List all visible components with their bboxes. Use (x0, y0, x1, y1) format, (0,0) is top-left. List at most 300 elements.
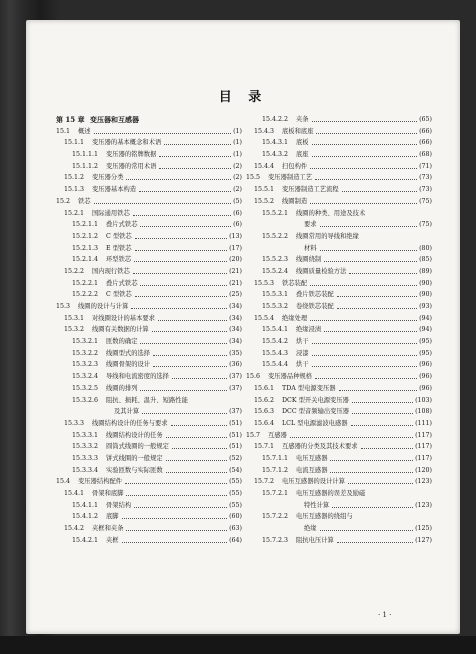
toc-entry-number: 15.5.2 (254, 197, 275, 205)
toc-entry (246, 243, 432, 255)
toc-dot-leader (316, 126, 417, 138)
toc-entry (56, 359, 242, 371)
toc-entry (56, 348, 242, 360)
toc-entry-number: 15.3.3.2 (72, 443, 99, 451)
toc-entry-page: (5) (233, 197, 242, 205)
toc-entry (246, 254, 432, 266)
toc-entry-title: 变压器的常用术语 (106, 162, 157, 170)
toc-entry (56, 184, 242, 196)
toc-entry-title: 铁芯装配 (282, 279, 308, 287)
toc-entry-page: (37) (229, 408, 242, 416)
toc-entry (246, 395, 432, 407)
toc-entry (56, 371, 242, 383)
toc-entry (56, 511, 242, 523)
toc-entry-title: 国内现行铁芯 (92, 267, 130, 275)
toc-entry (246, 301, 432, 313)
toc-entry (246, 465, 432, 477)
toc-entry (56, 465, 242, 477)
toc-entry (56, 313, 242, 325)
toc-entry (246, 114, 432, 126)
toc-entry (246, 488, 432, 500)
toc-entry-number: 15.4 (56, 478, 71, 486)
toc-entry-title: 匝数的确定 (106, 338, 138, 346)
toc-entry-title: 变压器制造工艺 (268, 174, 313, 182)
toc-entry-title: 互感器的分类及其技术要求 (282, 443, 358, 451)
toc-entry-page: (34) (229, 314, 242, 322)
toc-entry-number: 15.5.2.3 (262, 256, 289, 264)
toc-entry (56, 243, 242, 255)
toc-entry (56, 383, 242, 395)
toc-entry-page: (35) (229, 349, 242, 357)
toc-entry-title: 变压器品种规格 (268, 373, 313, 381)
toc-entry-title: 线圈制造 (282, 197, 308, 205)
toc-entry-number: 15.1.2 (64, 174, 85, 182)
toc-entry-title: 电压互感器的设计计算 (282, 478, 345, 486)
toc-dot-leader (139, 184, 231, 196)
toc-entry-page: (17) (229, 244, 242, 252)
toc-entry-title: 骨架和底脚 (92, 490, 124, 497)
toc-entry-page: (73) (419, 186, 432, 194)
toc-entry (246, 418, 432, 430)
toc-dot-leader (352, 406, 413, 418)
toc-dot-leader (153, 359, 227, 371)
toc-entry (56, 406, 242, 418)
toc-entry (246, 336, 432, 348)
toc-entry-page: (55) (229, 501, 242, 509)
toc-entry (56, 324, 242, 336)
toc-entry (246, 383, 432, 395)
toc-entry-number: 15.5.4 (254, 314, 275, 322)
toc-entry-number: 15.5.4.2 (262, 338, 289, 346)
toc-entry-number: 15.1.3 (64, 186, 85, 194)
toc-entry-page: (93) (419, 303, 432, 310)
toc-entry-page: (2) (233, 162, 242, 170)
toc-entry (56, 453, 242, 465)
scanner-bottom-edge (0, 636, 476, 654)
page-title: 目 录 (218, 90, 268, 105)
toc-dot-leader (330, 465, 413, 477)
toc-entry (246, 208, 432, 220)
toc-entry (56, 172, 242, 184)
toc-entry-title: 要求 (304, 221, 317, 229)
toc-entry-number: 15.4.1.1 (72, 501, 99, 509)
toc-entry-number: 15.3.2.4 (72, 373, 99, 381)
toc-entry-title: 底板 (296, 139, 309, 147)
toc-dot-leader (152, 324, 227, 336)
toc-entry-title: 线圈的种类、用途及技术 (296, 209, 366, 217)
toc-dot-leader (348, 476, 413, 488)
toc-entry (56, 219, 242, 231)
toc-entry-title: 底脚 (106, 513, 119, 521)
toc-entry-title: 变压器基本构造 (92, 186, 137, 194)
toc-entry-page: (25) (229, 291, 242, 299)
toc-entry-number: 15.3.2.2 (72, 349, 99, 357)
toc-entry-page: (6) (233, 209, 242, 217)
toc-entry (246, 149, 432, 161)
toc-entry-number: 15.3.2 (64, 326, 85, 334)
toc-entry-title: 电压互感器的误差及励磁 (296, 490, 366, 497)
toc-entry-title: 实验匝数与实际匝数 (106, 466, 163, 474)
toc-dot-leader (315, 172, 417, 184)
toc-entry-page: (6) (233, 221, 242, 229)
toc-entry (56, 476, 242, 488)
toc-entry-page: (96) (419, 361, 432, 369)
toc-entry (246, 476, 432, 488)
toc-entry-number: 第 15 章 (56, 115, 85, 124)
toc-entry-number: 15.3.3.3 (72, 454, 99, 462)
toc-entry (246, 523, 432, 535)
toc-dot-leader (315, 371, 417, 383)
toc-entry-title: 变压器的铭牌数据 (106, 151, 157, 159)
toc-entry-title: 变压器和互感器 (90, 115, 139, 124)
toc-entry (56, 126, 242, 138)
toc-entry-number: 15.4.2.2 (262, 116, 289, 123)
toc-entry-title: 变压器的基本概念和术语 (92, 139, 162, 147)
toc-dot-leader (310, 196, 417, 208)
toc-entry-title: 线圈骨架的设计 (106, 361, 151, 369)
toc-entry-number: 15.2.2.1 (72, 279, 99, 287)
toc-entry-number: 15.3.2.1 (72, 338, 99, 346)
toc-dot-leader (172, 441, 227, 453)
toc-dot-leader (133, 266, 227, 278)
toc-dot-leader (351, 418, 414, 430)
toc-entry (246, 278, 432, 290)
toc-dot-leader (164, 137, 231, 149)
toc-entry (246, 231, 432, 243)
toc-dot-leader (312, 149, 417, 161)
toc-entry (246, 441, 432, 453)
toc-dot-leader (140, 219, 231, 231)
toc-entry-number: 15.5.2.4 (262, 267, 289, 275)
toc-entry (56, 535, 242, 547)
toc-dot-leader (349, 266, 417, 278)
toc-entry-page: (123) (415, 501, 432, 509)
toc-entry (56, 266, 242, 278)
toc-entry (56, 301, 242, 313)
toc-entry-number: 15.7.1.1 (262, 454, 289, 462)
toc-entry (56, 336, 242, 348)
toc-entry-number: 15.4.1.2 (72, 513, 99, 521)
toc-entry-number: 15.7.1 (254, 443, 275, 451)
toc-entry-page: (85) (419, 256, 432, 264)
toc-entry-title: 卷绕铁芯装配 (296, 303, 334, 310)
toc-entry-number: 15.5.2.2 (262, 232, 289, 240)
toc-entry-title: 线圈质量检验方法 (296, 267, 347, 275)
toc-entry-page: (90) (419, 291, 432, 299)
toc-entry-title: 对线圈设计的基本要求 (92, 314, 155, 322)
toc-entry-page: (1) (233, 127, 242, 135)
toc-entry (56, 137, 242, 149)
toc-entry-title: 阻抗电压计算 (296, 536, 334, 544)
toc-entry-title: 线圈的排列 (106, 384, 138, 392)
toc-entry-page: (52) (229, 454, 242, 462)
toc-entry-title: 扫包构件 (282, 162, 308, 170)
toc-entry-page: (90) (419, 279, 432, 287)
toc-entry-title: 骨架结构 (106, 501, 132, 509)
toc-entry-title: 绝缘 (304, 525, 317, 533)
toc-entry-title: 变压器结构配件 (78, 478, 123, 486)
toc-entry-title: 变压器分类 (92, 174, 124, 182)
toc-dot-leader (158, 313, 227, 325)
toc-entry-number: 15.5.4.3 (262, 349, 289, 357)
toc-dot-leader (131, 301, 227, 313)
toc-entry-page: (108) (415, 408, 432, 416)
toc-entry-page: (51) (229, 431, 242, 439)
toc-entry-page: (75) (419, 197, 432, 205)
toc-dot-leader (312, 348, 417, 360)
toc-entry (246, 196, 432, 208)
toc-entry-title: 夹框和夹条 (92, 525, 124, 533)
toc-dot-leader (320, 219, 417, 231)
toc-dot-leader (324, 254, 417, 266)
toc-entry-page: (96) (419, 373, 432, 381)
toc-dot-leader (126, 523, 227, 535)
toc-dot-leader (330, 453, 413, 465)
toc-entry-number: 15.6.4 (254, 419, 275, 427)
toc-entry-number: 15.7.2.2 (262, 513, 289, 521)
toc-entry-page: (34) (229, 303, 242, 310)
toc-entry-title: 环型铁芯 (106, 256, 132, 264)
toc-entry-page: (117) (415, 443, 432, 451)
toc-entry (246, 266, 432, 278)
toc-entry (56, 488, 242, 500)
toc-entry-number: 15.5.4.4 (262, 361, 289, 369)
toc-entry (56, 231, 242, 243)
toc-dot-leader (166, 430, 227, 442)
toc-entry-page: (55) (229, 490, 242, 497)
toc-entry (56, 418, 242, 430)
toc-entry-title: 阻抗、损耗、温升、短路性能 (106, 396, 188, 404)
toc-entry-page: (63) (229, 525, 242, 533)
toc-entry-title: E 型铁芯 (106, 244, 132, 252)
toc-entry-page: (54) (229, 466, 242, 474)
toc-dot-leader (140, 383, 227, 395)
toc-entry-title: 国际通用铁芯 (92, 209, 130, 217)
toc-dot-leader (133, 208, 231, 220)
toc-entry-page: (120) (415, 466, 432, 474)
toc-dot-leader (312, 114, 417, 126)
toc-entry-page: (34) (229, 326, 242, 334)
toc-entry-title: 烘干 (296, 361, 309, 369)
toc-entry-title: 线圈的设计与计算 (78, 303, 129, 310)
toc-entry-page: (123) (415, 478, 432, 486)
toc-entry-number: 15.5.3 (254, 279, 275, 287)
toc-entry-page: (66) (419, 139, 432, 147)
toc-entry (56, 523, 242, 535)
toc-entry-page: (103) (415, 396, 432, 404)
toc-entry-number: 15.2.2 (64, 267, 85, 275)
toc-dot-leader (172, 371, 227, 383)
toc-entry-page: (51) (229, 419, 242, 427)
toc-entry-page: (55) (229, 478, 242, 486)
toc-entry-page: (65) (419, 116, 432, 123)
toc-entry-number: 15.7 (246, 431, 261, 439)
toc-dot-leader (339, 383, 417, 395)
toc-dot-leader (352, 395, 413, 407)
toc-dot-leader (166, 453, 227, 465)
toc-entry-title: DCK 型开关电源变压器 (282, 396, 349, 404)
toc-entry-title: 绝缘处理 (282, 314, 308, 322)
toc-entry-page: (21) (229, 279, 242, 287)
toc-dot-leader (312, 137, 417, 149)
toc-entry (56, 278, 242, 290)
toc-entry-page: (80) (419, 244, 432, 252)
toc-entry-number: 15.3.1 (64, 314, 85, 322)
toc-dot-leader (135, 243, 228, 255)
toc-entry-page: (2) (233, 186, 242, 194)
toc-entry (246, 359, 432, 371)
toc-dot-leader (159, 149, 231, 161)
toc-entry (246, 511, 432, 523)
toc-entry-title: 电压互感器 (296, 454, 328, 462)
toc-entry-number: 15.5.3.2 (262, 303, 289, 310)
toc-entry-title: 烘干 (296, 338, 309, 346)
toc-entry-number: 15.7.2 (254, 478, 275, 486)
toc-entry-number: 15.4.2 (64, 525, 85, 533)
toc-entry-page: (66) (419, 127, 432, 135)
toc-dot-leader (140, 336, 227, 348)
toc-entry-number: 15.2.2.2 (72, 291, 99, 299)
toc-entry-number: 15.3.2.3 (72, 361, 99, 369)
toc-entry-title: 线圈绕制 (296, 256, 322, 264)
toc-entry-page: (95) (419, 349, 432, 357)
toc-dot-leader (126, 488, 227, 500)
toc-entry-number: 15.4.4 (254, 162, 275, 170)
toc-entry-title: 浸漆 (296, 349, 309, 357)
toc-right-column (246, 114, 432, 546)
toc-entry (246, 535, 432, 547)
toc-entry-number: 15.3.2.5 (72, 384, 99, 392)
toc-dot-leader (361, 441, 414, 453)
toc-entry-number: 15.7.1.2 (262, 466, 289, 474)
toc-entry-page: (127) (415, 536, 432, 544)
toc-dot-leader (312, 359, 417, 371)
toc-dot-leader (310, 161, 417, 173)
toc-entry-page: (1) (233, 151, 242, 159)
toc-entry-page: (75) (419, 221, 432, 229)
toc-entry-title: 绝缘浸渍 (296, 326, 322, 334)
toc-entry-title: 夹条 (296, 116, 309, 123)
toc-entry-page: (94) (419, 314, 432, 322)
toc-entry-title: 叠片式铁芯 (106, 221, 138, 229)
toc-entry (246, 172, 432, 184)
toc-entry-title: 底座 (296, 151, 309, 159)
toc-entry (56, 161, 242, 173)
toc-entry-page: (94) (419, 326, 432, 334)
toc-entry (56, 430, 242, 442)
toc-entry (246, 126, 432, 138)
toc-dot-leader (332, 500, 413, 512)
toc-entry-title: 线圈型式的选择 (106, 349, 151, 357)
toc-dot-leader (142, 406, 227, 418)
toc-entry-title: 圆筒式线圈的一般规定 (106, 443, 169, 451)
toc-dot-leader (337, 535, 413, 547)
toc-entry-title: C 型铁芯 (106, 291, 132, 299)
toc-entry-title: 特性计算 (304, 501, 330, 509)
toc-entry-number: 15.4.3.1 (262, 139, 289, 147)
toc-dot-leader (135, 289, 227, 301)
toc-entry-page: (60) (229, 513, 242, 521)
toc-entry-number: 15.5.2.1 (262, 209, 289, 217)
toc-dot-leader (140, 278, 227, 290)
toc-dot-leader (125, 476, 227, 488)
toc-dot-leader (337, 301, 417, 313)
toc-entry-page: (2) (233, 174, 242, 182)
toc-entry (56, 196, 242, 208)
toc-entry (246, 348, 432, 360)
toc-entry-number: 15.2.1.3 (72, 244, 99, 252)
toc-entry-title: 概述 (78, 127, 91, 135)
toc-entry-page: (89) (419, 267, 432, 275)
toc-dot-leader (159, 161, 231, 173)
toc-entry (56, 149, 242, 161)
toc-entry-title: 线圈结构设计的任务与要求 (92, 419, 168, 427)
toc-dot-leader (94, 126, 231, 138)
toc-dot-leader (94, 196, 231, 208)
toc-entry (246, 289, 432, 301)
toc-entry-page: (13) (229, 232, 242, 240)
toc-entry (56, 208, 242, 220)
toc-entry (246, 430, 432, 442)
toc-entry (246, 219, 432, 231)
toc-entry-title: LCL 型电源滤波电感器 (282, 419, 348, 427)
toc-entry (246, 161, 432, 173)
toc-entry (56, 395, 242, 407)
toc-entry-number: 15.3.2.6 (72, 396, 99, 404)
toc-entry-page: (1) (233, 139, 242, 147)
toc-entry-page: (34) (229, 338, 242, 346)
toc-entry-page: (73) (419, 174, 432, 182)
toc-entry-number: 15.2.1.4 (72, 256, 99, 264)
toc-entry-number: 15.2 (56, 197, 71, 205)
toc-entry-number: 15.3.3 (64, 419, 85, 427)
toc-left-column (56, 114, 242, 546)
toc-entry-page: (51) (229, 443, 242, 451)
toc-entry-page: (68) (419, 151, 432, 159)
toc-entry-number: 15.6.2 (254, 396, 275, 404)
toc-entry-number: 15.6 (246, 373, 261, 381)
toc-dot-leader (135, 231, 227, 243)
toc-dot-leader (320, 523, 413, 535)
toc-entry-number: 15.5.4.1 (262, 326, 289, 334)
toc-entry-number: 15.7.2.1 (262, 490, 289, 497)
toc-entry-title: 线圈常用的导线和绝缘 (296, 232, 359, 240)
toc-dot-leader (126, 172, 231, 184)
toc-dot-leader (312, 336, 417, 348)
toc-entry-number: 15.2.1 (64, 209, 85, 217)
toc-entry-number: 15.5 (246, 174, 261, 182)
toc-entry-title: 铁芯 (78, 197, 91, 205)
toc-entry-page: (20) (229, 256, 242, 264)
toc-entry-page: (37) (229, 384, 242, 392)
toc-entry-page: (95) (419, 338, 432, 346)
toc-entry (246, 324, 432, 336)
toc-entry-page: (64) (229, 536, 242, 544)
toc-entry-title: 及其计算 (114, 408, 140, 416)
toc-entry (246, 184, 432, 196)
toc-entry-title: 饼式线圈的一般规定 (106, 454, 163, 462)
toc-entry-number: 15.6.1 (254, 384, 275, 392)
toc-entry-title: 夹框 (106, 536, 119, 544)
toc-entry-number: 15.4.3.2 (262, 151, 289, 159)
toc-entry-number: 15.1 (56, 127, 71, 135)
toc-dot-leader (337, 289, 417, 301)
toc-dot-leader (310, 278, 417, 290)
toc-dot-leader (290, 430, 413, 442)
toc-entry-number: 15.1.1 (64, 139, 85, 147)
toc-entry-number: 15.3 (56, 303, 71, 310)
toc-entry-page: (125) (415, 525, 432, 533)
